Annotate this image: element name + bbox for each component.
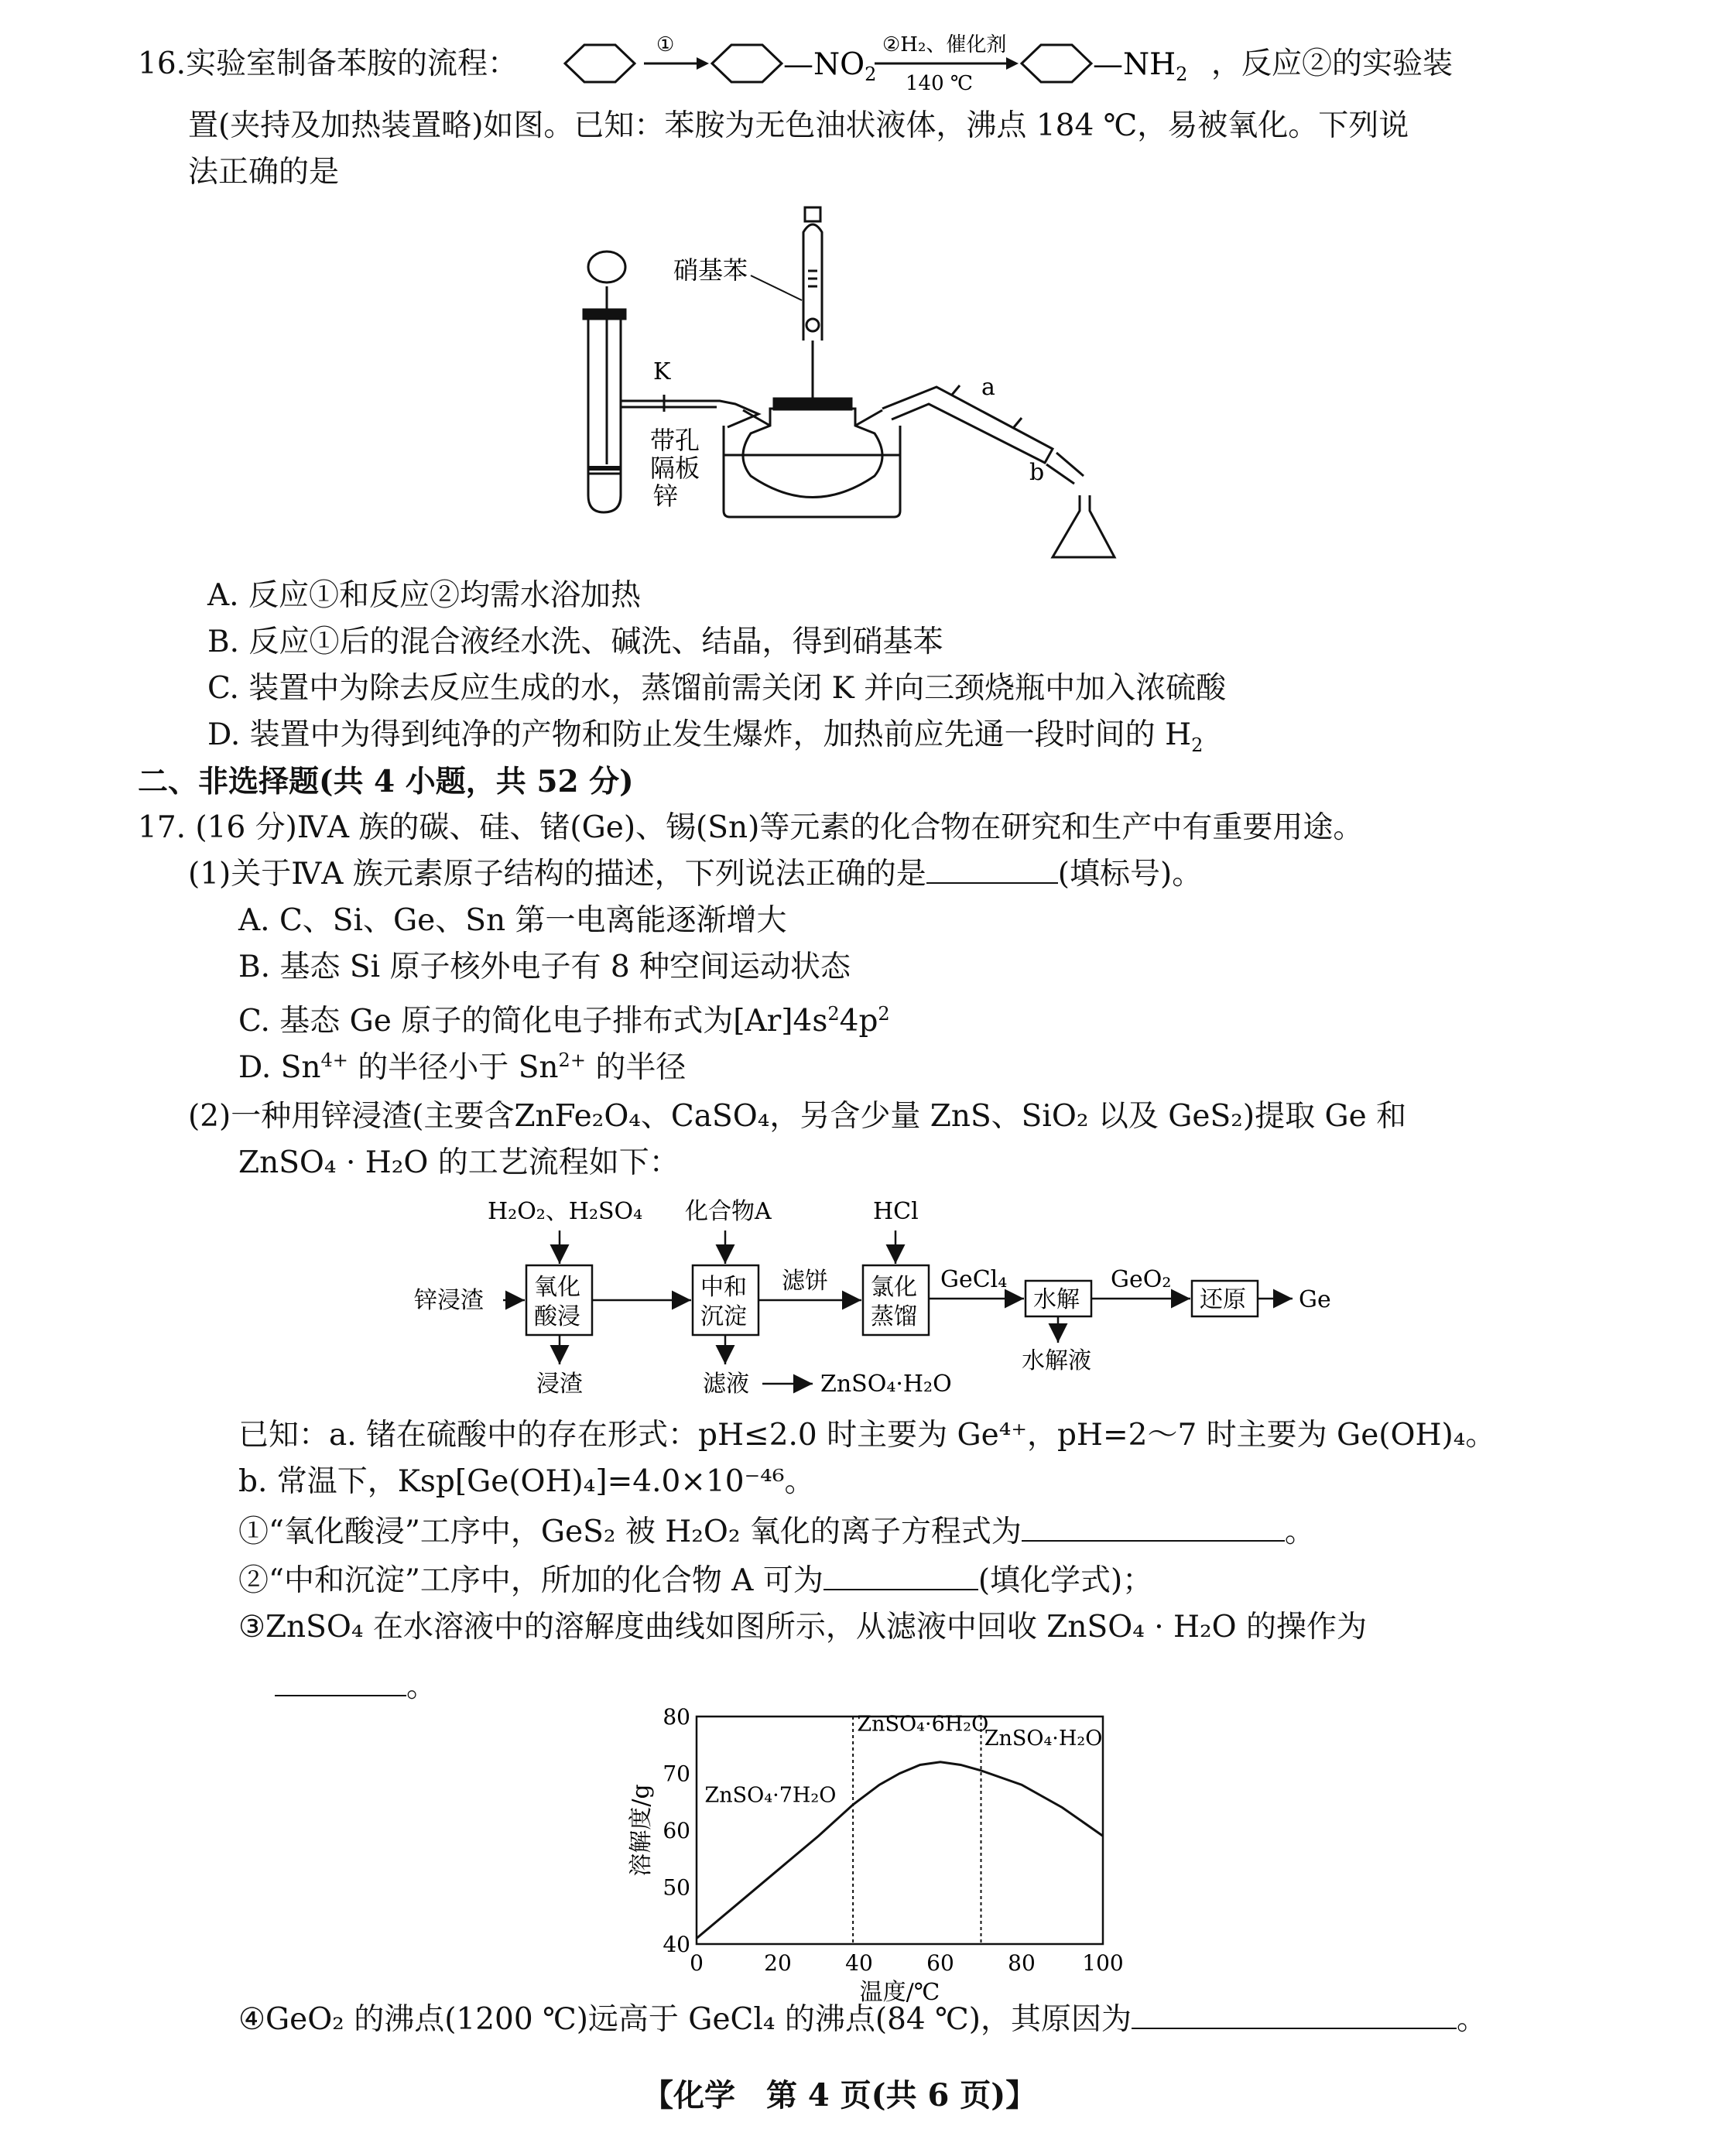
q17-part1-option-c: C. 基态 Ge 原子的简化电子排布式为$[Ar]4s^24p^2$ <box>238 1003 890 1039</box>
x-tick-label: 100 <box>1082 1950 1124 1976</box>
flow-reagent-compound-a: 化合物A <box>685 1198 772 1225</box>
x-tick-label: 40 <box>845 1950 873 1976</box>
q16-option-d: D. 装置中为得到纯净的产物和防止发生爆炸，加热前应先通一段时间的 $H_2$ <box>207 717 1204 756</box>
q16-option-b: B. 反应①后的混合液经水洗、碱洗、结晶，得到硝基苯 <box>207 625 943 659</box>
label-k: K <box>653 358 671 385</box>
test-tube <box>588 317 621 512</box>
flow-reagent-hcl: HCl <box>873 1198 919 1225</box>
step1-label: ① <box>656 33 675 56</box>
answer-blank-2[interactable] <box>1022 1514 1285 1542</box>
q16-option-c: C. 装置中为除去反应生成的水，蒸馏前需关闭 K 并向三颈烧瓶中加入浓硫酸 <box>207 671 1227 706</box>
flow-reagent-h2o2-h2so4: H₂O₂、H₂SO₄ <box>488 1198 643 1225</box>
q16-intro: 实验室制备苯胺的流程： <box>186 46 519 81</box>
flow-filter-cake: 滤饼 <box>782 1268 828 1295</box>
box2-line1: 中和 <box>700 1274 747 1301</box>
plot-frame <box>697 1717 1103 1944</box>
label-plate-2: 隔板 <box>650 454 700 483</box>
box1-line2: 酸浸 <box>534 1303 580 1330</box>
known-b: b. 常温下，Ksp[Ge(OH)₄]=4.0×10⁻⁴⁶。 <box>238 1464 815 1499</box>
q16-option-a: A. 反应①和反应②均需水浴加热 <box>207 578 641 613</box>
q16-line2: 置(夹持及加热装置略)如图。已知：苯胺为无色油状液体，沸点 184 ℃，易被氧化。下列说 <box>188 108 1409 143</box>
region-label-6h2o: ZnSO₄·6H₂O <box>857 1712 989 1737</box>
flow-filtrate: 滤液 <box>703 1371 749 1398</box>
x-tick-label: 0 <box>690 1950 704 1976</box>
q17-part1-option-a: A. C、Si、Ge、Sn 第一电离能逐渐增大 <box>238 903 787 938</box>
answer-blank-1[interactable] <box>926 856 1058 884</box>
flow-input-zinc-slag: 锌浸渣 <box>414 1287 484 1314</box>
q16-number: 16. <box>138 46 187 81</box>
funnel-bulb <box>588 252 625 282</box>
y-tick-label: 40 <box>663 1932 690 1957</box>
box3-line1: 氯化 <box>871 1274 917 1301</box>
step2-conditions-bottom: 140 ℃ <box>906 72 973 95</box>
x-tick-label: 20 <box>764 1950 792 1976</box>
answer-blank-5[interactable] <box>1132 2001 1457 2029</box>
label-nitrobenzene: 硝基苯 <box>673 255 748 285</box>
section-2-heading: 二、非选择题(共 4 小题，共 52 分) <box>138 764 634 799</box>
answer-blank-4[interactable] <box>275 1669 406 1696</box>
flow-hydrolysate: 水解液 <box>1022 1347 1091 1374</box>
label-zinc: 锌 <box>653 481 679 511</box>
y-axis-label: 溶解度/g <box>628 1784 655 1877</box>
flow-geo2: GeO₂ <box>1111 1266 1172 1293</box>
q16-line1-end: ，反应②的实验装 <box>1211 46 1454 81</box>
solubility-chart <box>604 1703 1145 2006</box>
condenser <box>882 387 1053 463</box>
q17-sub4: ④GeO₂ 的沸点(1200 ℃)远高于 GeCl₄ 的沸点(84 ℃)，其原因为 。 <box>238 2002 1487 2037</box>
x-axis-label: 温度/℃ <box>859 1979 940 2006</box>
page-footer: 【化学 第 4 页(共 6 页)】 <box>642 2077 1037 2114</box>
known-a: 已知：a. 锗在硫酸中的存在形式：pH≤2.0 时主要为 Ge⁴⁺，pH=2～7 时主要为 Ge(OH)₄。 <box>238 1418 1496 1453</box>
flow-residue: 浸渣 <box>536 1371 583 1398</box>
benzene-ring-1 <box>565 45 635 82</box>
answer-blank-3[interactable] <box>823 1563 978 1590</box>
q17-sub2: ②“中和沉淀”工序中，所加的化合物 A 可为 (填化学式)； <box>238 1563 1153 1598</box>
process-flow-diagram <box>410 1188 1370 1405</box>
label-b: b <box>1029 459 1045 486</box>
apparatus-diagram <box>573 201 1130 565</box>
q17-heading: 17. (16 分)ⅣA 族的碳、硅、锗(Ge)、锡(Sn)等元素的化合物在研究和生产中有重要用途。 <box>138 810 1364 845</box>
region-label-7h2o: ZnSO₄·7H₂O <box>704 1783 837 1808</box>
q17-part2-line2: ZnSO₄ · H₂O 的工艺流程如下： <box>238 1145 680 1180</box>
q16-line1 <box>138 45 518 84</box>
benzene-ring-2 <box>712 45 782 82</box>
q17-sub1: ①“氧化酸浸”工序中，GeS₂ 被 H₂O₂ 氧化的离子方程式为 。 <box>238 1515 1315 1549</box>
box4-label: 水解 <box>1033 1286 1080 1313</box>
benzene-ring-3 <box>1022 45 1091 82</box>
q17-part2-line1: (2)一种用锌浸渣(主要含ZnFe₂O₄、CaSO₄，另含少量 ZnS、SiO₂ 以及 GeS₂)提取 Ge 和 <box>188 1099 1407 1134</box>
q17-part1-option-d: D. $Sn^{4+}$ 的半径小于 $Sn^{2+}$ 的半径 <box>238 1049 687 1085</box>
flow-ge-product: Ge <box>1299 1286 1331 1313</box>
q17-part1: (1)关于ⅣA 族元素原子结构的描述，下列说法正确的是 (填标号)。 <box>188 857 1203 892</box>
receiving-flask <box>1053 495 1115 557</box>
y-tick-label: 50 <box>663 1874 690 1901</box>
box5-label: 还原 <box>1200 1286 1246 1313</box>
label-a: a <box>981 374 995 401</box>
flow-znso4-h2o: ZnSO₄·H₂O <box>820 1371 952 1398</box>
q17-sub3-answer: 。 <box>275 1668 437 1706</box>
step2-conditions-top: ②H₂、催化剂 <box>882 33 1007 56</box>
q17-part1-option-b: B. 基态 Si 原子核外电子有 8 种空间运动状态 <box>238 950 851 984</box>
flow-gecl4: GeCl₄ <box>940 1266 1008 1293</box>
y-tick-label: 70 <box>663 1761 690 1787</box>
y-tick-label: 80 <box>663 1704 690 1730</box>
box2-line2: 沉淀 <box>700 1303 747 1330</box>
q17-sub3: ③ZnSO₄ 在水溶液中的溶解度曲线如图所示，从滤液中回收 ZnSO₄ · H₂O 的操作为 <box>238 1610 1368 1645</box>
label-plate-1: 带孔 <box>650 426 700 455</box>
y-tick-label: 60 <box>663 1818 690 1843</box>
box1-line1: 氧化 <box>534 1274 580 1301</box>
water-bath <box>724 426 900 517</box>
x-tick-label: 60 <box>926 1950 954 1976</box>
nitro-group: $—NO_2$ <box>783 47 877 85</box>
q16-line3: 法正确的是 <box>188 155 340 190</box>
region-label-h2o: ZnSO₄·H₂O <box>984 1726 1103 1751</box>
amine-group: $—NH_2$ <box>1093 47 1188 85</box>
x-tick-label: 80 <box>1008 1950 1036 1976</box>
box3-line2: 蒸馏 <box>871 1303 917 1330</box>
